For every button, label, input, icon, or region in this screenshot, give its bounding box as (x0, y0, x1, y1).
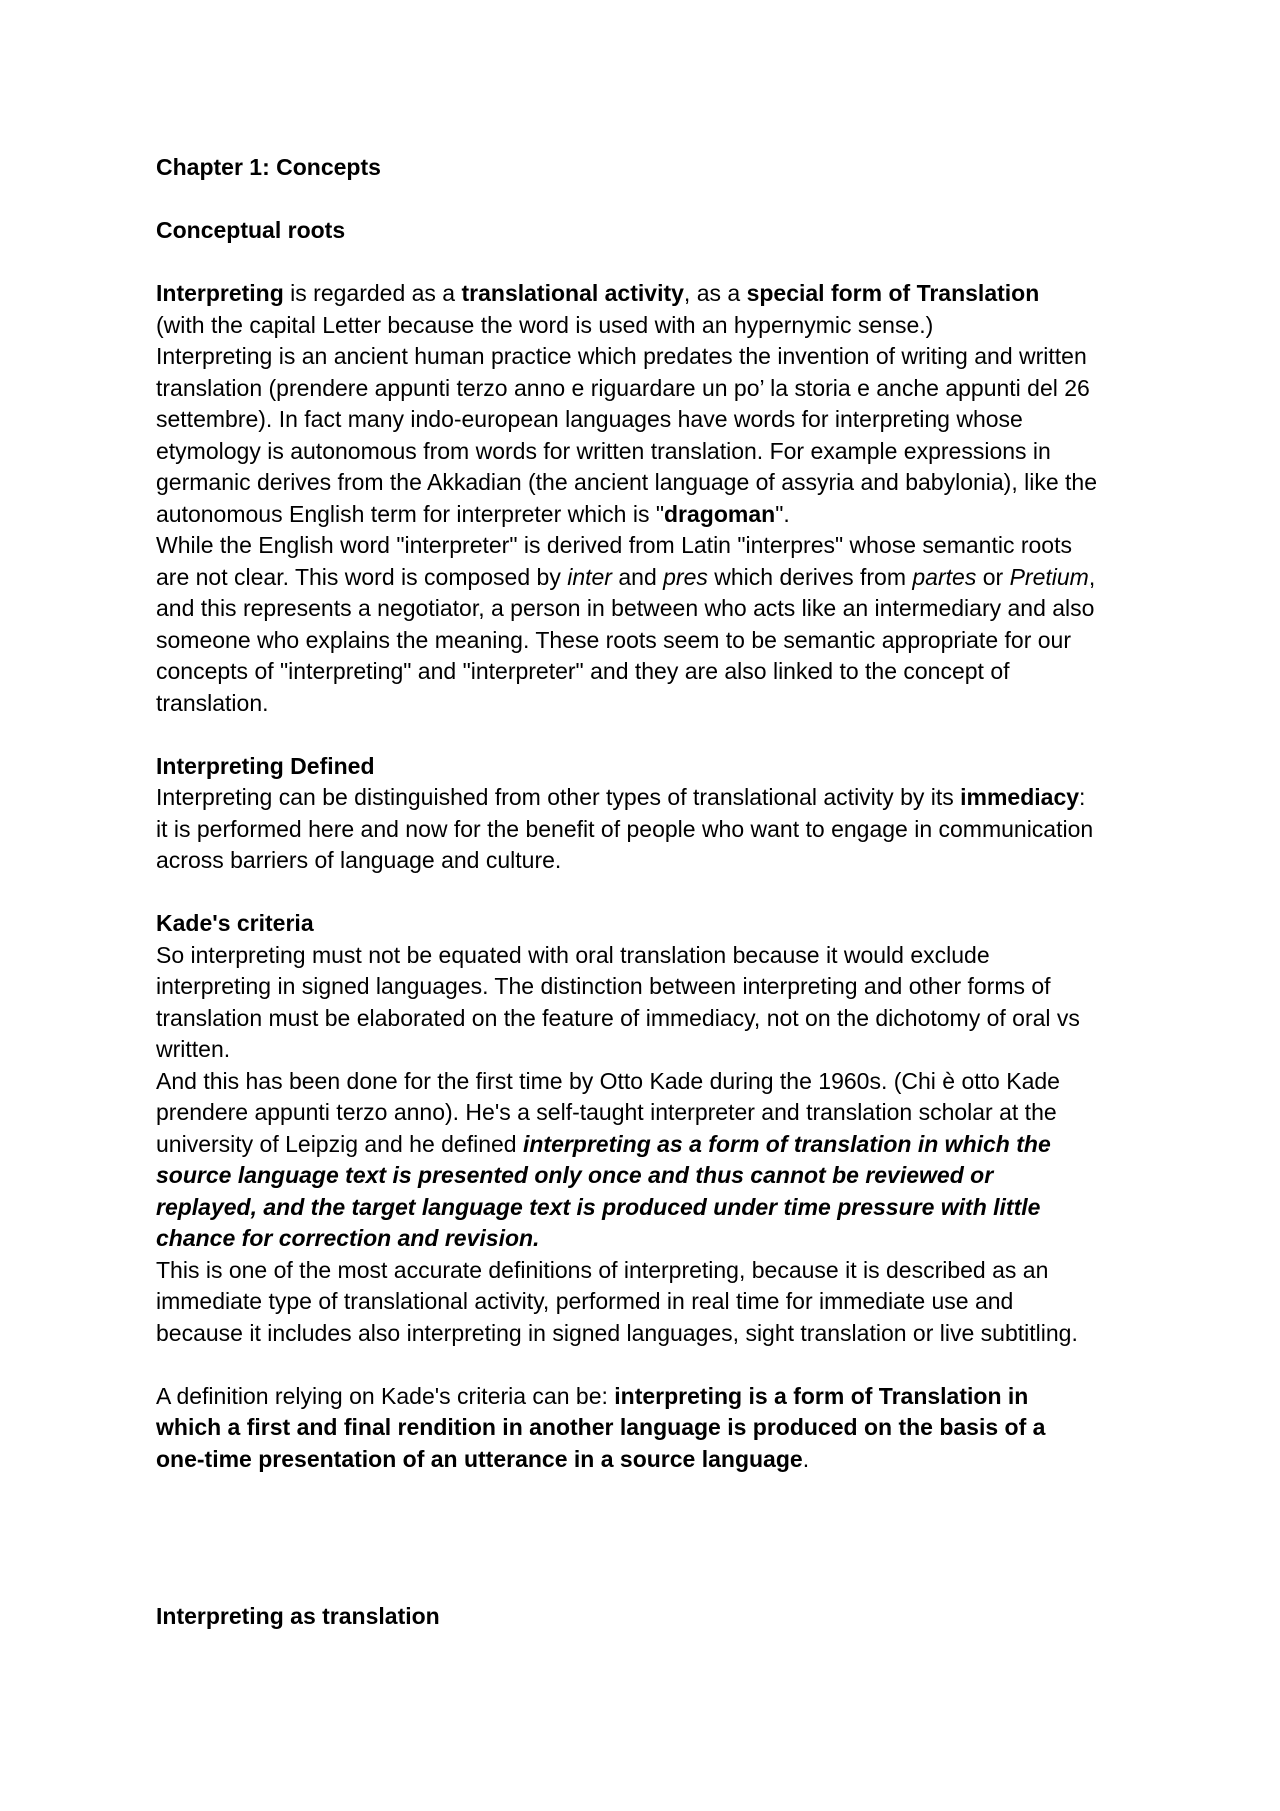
section-heading-kades-criteria: Kade's criteria (156, 910, 314, 936)
paragraph-kades-criteria-1: So interpreting must not be equated with oral translation because it would exclude interpreting in signed languages. The distinction between interpreting and other forms of translation must be elaborated on the feature of immediacy, not on the dichotomy of oral vs written. (156, 941, 1080, 1062)
chapter-title: Chapter 1: Concepts (156, 154, 381, 180)
paragraph-conceptual-roots-1: Interpreting is regarded as a translational activity, as a special form of Translation (with the capital Letter because the word is used with an hypernymic sense.) (156, 280, 1040, 338)
paragraph-kades-definition: A definition relying on Kade's criteria can be: interpreting is a form of Translation in which a first and final rendition in another language is produced on the basis of a one-time presentation of an utterance in a source language. (156, 1382, 1046, 1472)
paragraph-kades-criteria-3: This is one of the most accurate definitions of interpreting, because it is described as an immediate type of translational activity, performed in real time for immediate use and because it includes also interpreting in signed languages, sight translation or live subtitling. (156, 1256, 1078, 1346)
paragraph-interpreting-defined: Interpreting can be distinguished from other types of translational activity by its immediacy: it is performed here and now for the benefit of people who want to engage in communication across barriers of language and culture. (156, 784, 1094, 873)
section-heading-conceptual-roots: Conceptual roots (156, 217, 346, 243)
paragraph-conceptual-roots-3: While the English word "interpreter" is derived from Latin "interpres" whose semantic roots are not clear. This word is composed by inter and pres which derives from partes or Pretium, and this represents a negotiator, a person in between who acts like an intermediary and also someone who explains the meaning. These roots seem to be semantic appropriate for our concepts of "interpreting" and "interpreter" and they are also linked to the concept of translation. (156, 532, 1096, 716)
section-heading-interpreting-as-translation: Interpreting as translation (156, 1603, 440, 1629)
section-heading-interpreting-defined: Interpreting Defined (156, 752, 375, 779)
paragraph-conceptual-roots-2: Interpreting is an ancient human practice which predates the invention of writing and written translation (prendere appunti terzo anno e riguardare un po’ la storia e anche appunti del 26 settembre). In fact many indo-european languages have words for interpreting whose etymology is autonomous from words for written translation. For example expressions in germanic derives from the Akkadian (the ancient language of assyria and babylonia), like the autonomous English term for interpreter which is "dragoman". (156, 343, 1097, 527)
paragraph-kades-criteria-2: And this has been done for the first time by Otto Kade during the 1960s. (Chi è otto Kade prendere appunti terzo anno). He's a self-taught interpreter and translation scholar at the university of Leipzig and he defined interpreting as a form of translation in which the source language text is presented only once and thus cannot be reviewed or replayed, and the target language text is produced under time pressure with little chance for correction and revision. (156, 1067, 1060, 1251)
